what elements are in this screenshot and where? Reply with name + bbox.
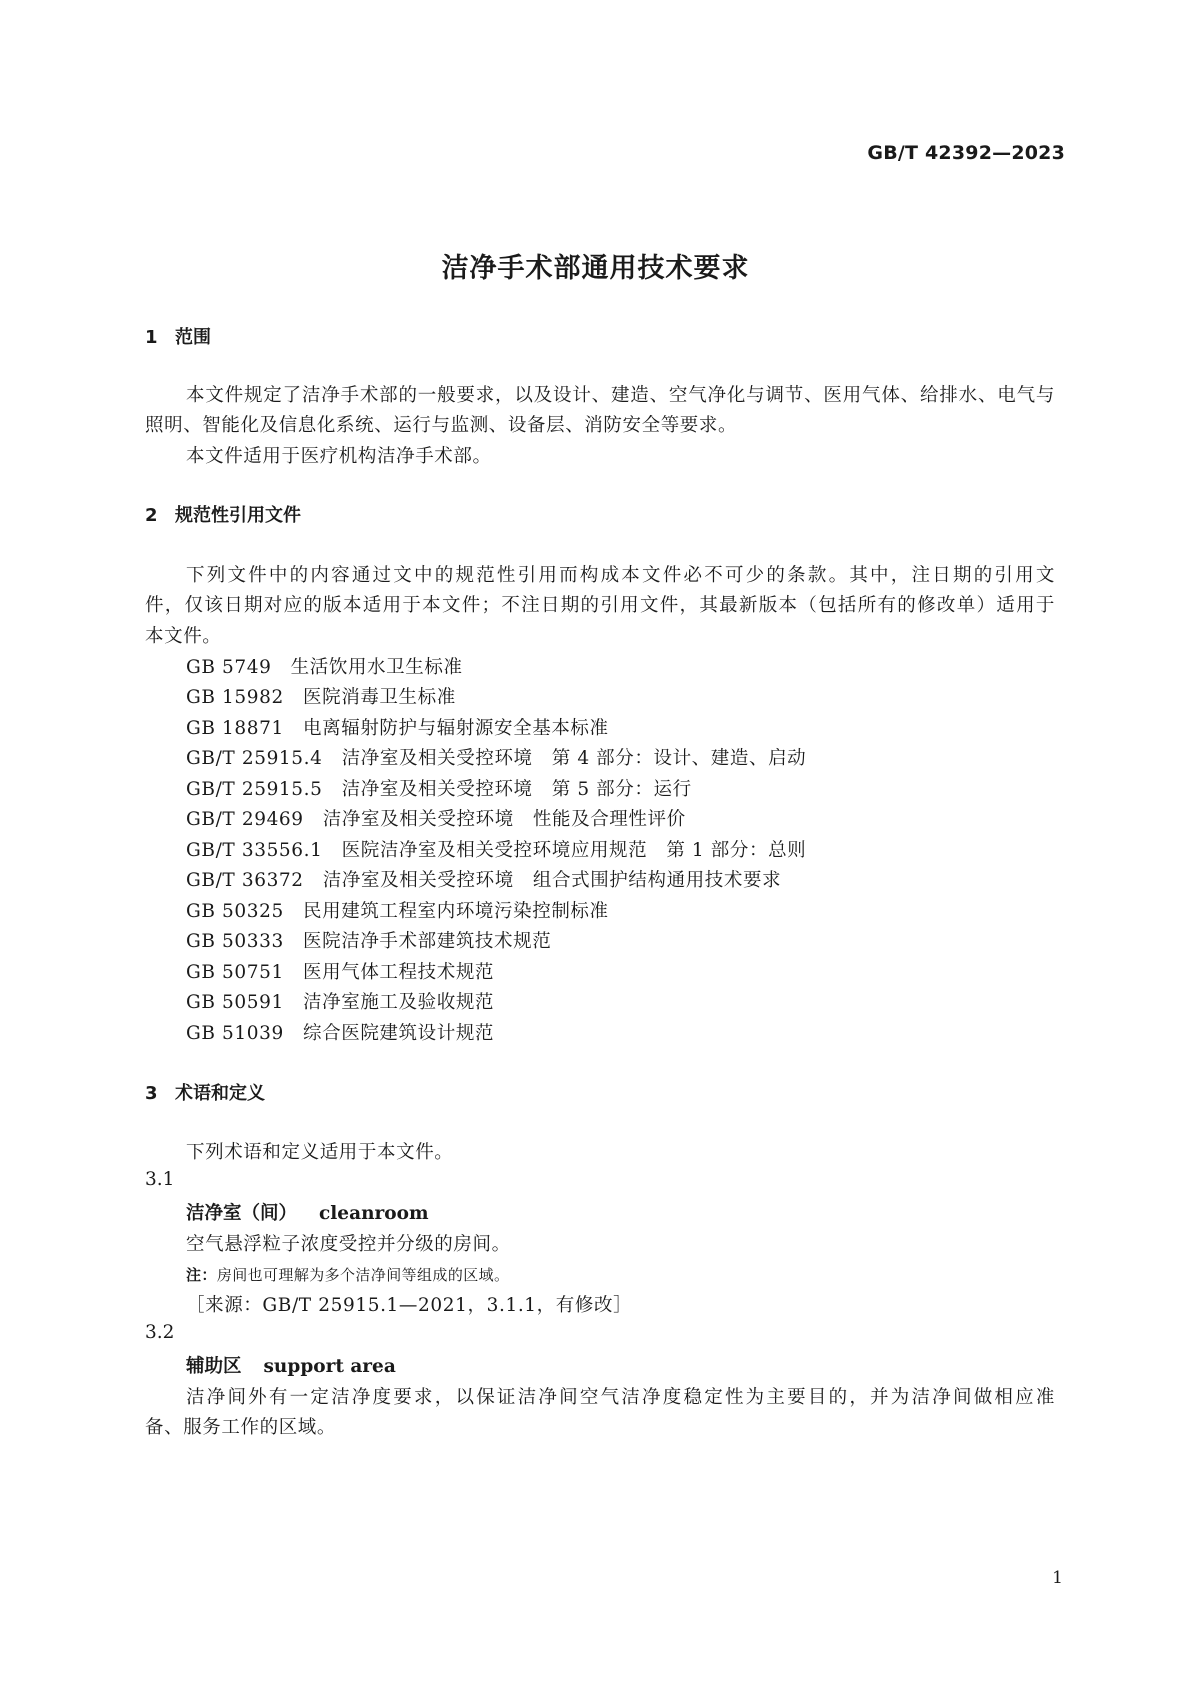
reference-title: 洁净室及相关受控环境 第 5 部分：运行 — [341, 779, 692, 800]
reference-code: GB 50333 — [186, 931, 284, 952]
section-title: 范围 — [175, 327, 211, 348]
reference-code: GB 15982 — [186, 687, 284, 708]
reference-item — [186, 988, 494, 1014]
reference-title: 医院消毒卫生标准 — [303, 687, 456, 708]
reference-code: GB/T 25915.5 — [186, 779, 323, 800]
reference-title: 洁净室及相关受控环境 组合式围护结构通用技术要求 — [322, 870, 782, 891]
reference-code: GB/T 36372 — [186, 870, 304, 891]
scope-paragraph-line: 本文件规定了洁净手术部的一般要求，以及设计、建造、空气净化与调节、医用气体、给排水、电气与 — [186, 385, 1055, 406]
reference-code: GB 51039 — [186, 1023, 284, 1044]
reference-title: 医院洁净手术部建筑技术规范 — [303, 931, 552, 952]
scope-paragraph-line: 照明、智能化及信息化系统、运行与监测、设备层、消防安全等要求。 — [145, 415, 738, 436]
reference-item — [186, 866, 781, 892]
term-note — [186, 1264, 509, 1285]
reference-item — [186, 836, 806, 862]
reference-title: 洁净室及相关受控环境 第 4 部分：设计、建造、启动 — [341, 748, 807, 769]
section-title: 规范性引用文件 — [175, 505, 301, 526]
reference-title: 生活饮用水卫生标准 — [290, 657, 463, 678]
term-definition-line: 备、服务工作的区域。 — [145, 1417, 337, 1438]
reference-item — [186, 958, 494, 984]
section-heading-normative-refs — [145, 501, 301, 527]
section-heading-terms — [145, 1079, 265, 1105]
reference-item — [186, 653, 463, 679]
reference-item — [186, 714, 609, 740]
refs-intro-line: 件，仅该日期对应的版本适用于本文件；不注日期的引用文件，其最新版本（包括所有的修改单）适用于 — [145, 595, 1055, 616]
term-definition-line: 洁净间外有一定洁净度要求，以保证洁净间空气洁净度稳定性为主要目的，并为洁净间做相应准 — [186, 1387, 1055, 1408]
page-number: 1 — [1052, 1568, 1063, 1588]
reference-code: GB 18871 — [186, 718, 284, 739]
reference-item — [186, 927, 551, 953]
refs-intro-line: 下列文件中的内容通过文中的规范性引用而构成本文件必不可少的条款。其中，注日期的引用文 — [186, 565, 1055, 586]
term-definition: 空气悬浮粒子浓度受控并分级的房间。 — [186, 1234, 511, 1255]
section-heading-scope — [145, 323, 211, 349]
reference-code: GB 50591 — [186, 992, 284, 1013]
terms-intro: 下列术语和定义适用于本文件。 — [186, 1142, 454, 1163]
reference-item — [186, 1019, 494, 1045]
refs-intro-line: 本文件。 — [145, 626, 222, 647]
reference-code: GB 50751 — [186, 962, 284, 983]
reference-code: GB/T 25915.4 — [186, 748, 323, 769]
term-en: support area — [263, 1356, 396, 1377]
reference-item — [186, 805, 686, 831]
term-zh: 辅助区 — [186, 1356, 242, 1377]
term-number: 3.1 — [145, 1169, 175, 1190]
section-number: 1 — [145, 327, 158, 348]
note-label: 注： — [186, 1266, 217, 1284]
reference-code: GB 50325 — [186, 901, 284, 922]
standard-code: GB/T 42392—2023 — [867, 142, 1065, 164]
note-text: 房间也可理解为多个洁净间等组成的区域。 — [216, 1266, 510, 1284]
reference-title: 洁净室及相关受控环境 性能及合理性评价 — [322, 809, 686, 830]
reference-code: GB/T 29469 — [186, 809, 304, 830]
reference-title: 医院洁净室及相关受控环境应用规范 第 1 部分：总则 — [341, 840, 807, 861]
reference-code: GB 5749 — [186, 657, 272, 678]
term-source: ［来源：GB/T 25915.1—2021，3.1.1，有修改］ — [186, 1295, 633, 1316]
section-number: 3 — [145, 1083, 158, 1104]
section-title: 术语和定义 — [175, 1083, 265, 1104]
reference-item — [186, 775, 692, 801]
term-title — [186, 1199, 429, 1225]
term-en: cleanroom — [319, 1203, 429, 1224]
section-number: 2 — [145, 505, 158, 526]
reference-title: 洁净室施工及验收规范 — [303, 992, 495, 1013]
term-number: 3.2 — [145, 1322, 175, 1343]
reference-code: GB/T 33556.1 — [186, 840, 323, 861]
term-zh: 洁净室（间） — [186, 1203, 298, 1224]
reference-item — [186, 683, 456, 709]
reference-item — [186, 897, 609, 923]
term-title — [186, 1352, 396, 1378]
reference-title: 综合医院建筑设计规范 — [303, 1023, 495, 1044]
reference-item — [186, 744, 806, 770]
reference-title: 民用建筑工程室内环境污染控制标准 — [303, 901, 609, 922]
reference-title: 医用气体工程技术规范 — [303, 962, 495, 983]
scope-applicability: 本文件适用于医疗机构洁净手术部。 — [186, 446, 492, 467]
reference-title: 电离辐射防护与辐射源安全基本标准 — [303, 718, 609, 739]
document-title: 洁净手术部通用技术要求 — [441, 253, 750, 284]
